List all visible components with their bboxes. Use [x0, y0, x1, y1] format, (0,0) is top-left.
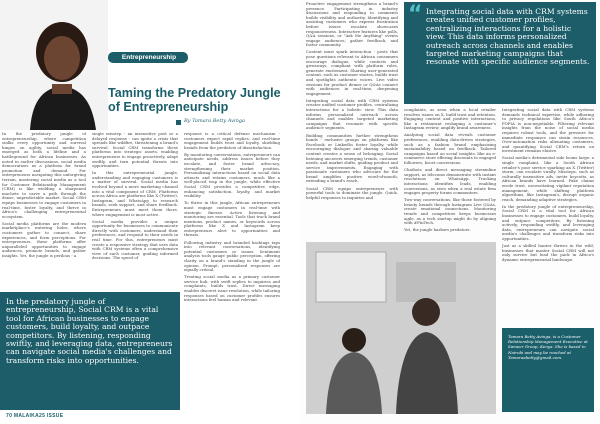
paragraph: Analyzing social data reveals customer preferences, enabling data-driven strategies, such as a fashion brand emphasizing sustainability based on feedback. Tailored campaigns based on social insights, like an e-commerce store offering discounts to engaged followers, boost conversions. [404, 132, 496, 166]
paragraph: In the predatory jungle of entrepreneurship, Social CRM is a vital tool for African businesses to engage customers, build loyalty, and outpace competitors. By listening actively, responding swiftly, and leveraging data, entrepreneurs can navigate social media's challenges and transform risks into opportunities. [502, 203, 594, 242]
paragraph: complaints, as seen when a local retailer resolves issues on X, build trust and retention. Engaging content and positive interactions, like a restaurant reshaping a customer's Instagram review, amplify brand awareness. [404, 108, 496, 131]
left-column-3 [184, 132, 280, 404]
right-page [300, 0, 600, 424]
paragraph: Integrating social data with CRM systems demands technical expertise, while adhering to privacy regulations like South Africa's POPIA is non-negotiable. Filtering relevant insights from the noise of social media requires robust tools, and the pressure for immediate responses can strain resources. Over-automation risks alienating customers, and quantifying Social CRM's return on investment remains elusive. [502, 108, 594, 154]
left-column-2 [92, 132, 178, 288]
pullquote-text: Integrating social data with CRM systems creates unified customer profiles, centralizing interactions for a holistic view. This data informs personalized outreach across channels and enables targeted marketing campaigns that resonate with specific audience segments. [426, 8, 590, 67]
paragraph: By monitoring conversations, entrepreneurs can anticipate needs, address issues before they escalate, and foster brand advocacy, strengthening their market position. Personalizing interactions based on social data attracts and retains customers, much like a well-placed trap in the jungle, while effective Social CRM provides a competitive edge, enhancing satisfaction, loyalty, and market visibility. [184, 151, 280, 199]
quote-mark-icon: “ [408, 2, 423, 27]
right-column-3 [502, 108, 594, 324]
paragraph: In this entrepreneurial jungle, understanding and engaging customers is a matter of survival. Social media has evolved beyond a mere marketing channel into a vital component of CRM. Platforms across Africa are platforms like X (Twitter), Instagram, and WhatsApp to research brands, seek support, and share feedback. Entrepreneurs must meet them there, where engagement is most active. [92, 170, 178, 217]
paragraph: Just as a skilled hunter thrives in the wild, businesses that master Social CRM will not only survive but lead the pack in Africa's dynamic entrepreneurial landscape. [502, 243, 594, 262]
paragraph: Following industry and branded hashtags taps into relevant conversations, identifying potential customers or issues. Sentiment analysis tools gauge public perception, offering clarity on a brand's standing in the jungle of opinion. Prompt, personalized responses are equally critical. [184, 239, 280, 273]
presentation-photo [306, 242, 496, 414]
author-bio-box [502, 328, 594, 412]
author-portrait [0, 0, 108, 130]
page-title: Taming the Predatory Jungle of Entrepreneurship [108, 86, 281, 114]
left-column-1 [2, 132, 86, 288]
paragraph: Treating social media as a primary customer service hub, with swift replies to inquiries and complaints, builds trust. Direct messaging enables discreet issue resolution, while tailoring responses based on customer profiles ensures interactions feel human and relevant. [184, 274, 280, 303]
pullquote-text: In the predatory jungle of entrepreneurship, Social CRM is a vital tool for African businesses to engage customers, build loyalty, and outpace competitors. By listening, responding swiftly, and leveraging data, entrepreneurs can navigate social media's challenges and transform risks into opportunities. [6, 298, 173, 365]
paragraph: single misstep - an insensitive post or a delayed response - can ignite a crisis that spreads like wildfire, threatening a brand's survival. Social CRM transforms these platforms into strategic assets, enabling entrepreneurs to engage proactively, adapt swiftly, and turn potential threats into opportunities. [92, 132, 178, 169]
paragraph: Social CRM equips entrepreneurs with powerful tools to dominate the jungle. Quick, helpful responses to inquiries and [306, 185, 398, 200]
paragraph: Chatbots and direct messaging streamline support, as telecoms demonstrate with instant resolutions on WhatsApp. Tracking interactions identifies leads, enabling conversions, as seen when a real estate firm engages property forum commenters. [404, 167, 496, 196]
left-pullquote [0, 292, 180, 410]
paragraph: Two-way conversations, like those fostered by beauty brands through Instagram Live Q&As, create emotional connections. Monitoring trends and competitors keeps businesses agile, as a tech startup might do by aligning with #FinTech. [404, 197, 496, 226]
right-pullquote [404, 2, 596, 104]
paragraph: Content must spark interaction - posts that pose questions relevant to African consumers encourage dialogue, while contests and giveaways, compliant with platform rules, generate excitement. Sharing user-generated content, such as customer stories, builds trust and spotlights authentic voices. Live video sessions for product demos or Q&As connect with audiences in real-time, deepening engagement. [306, 49, 398, 96]
paragraph: To thrive in this jungle, African entrepreneurs must engage customers in real-time with strategic finesse. Active listening and monitoring are essential. Tools that track brand mentions, product names, or keywords across platforms like X and Instagram keep entrepreneurs alert to opportunities and threats. [184, 200, 280, 238]
right-column-2 [404, 108, 496, 236]
page-footer: 70 MALAIKA25 ISSUE [6, 413, 64, 419]
right-column-1 [306, 2, 398, 238]
paragraph: Social media provides a unique opportunity for businesses to communicate directly with customers, understand their preferences, and respond to their needs in real time. For this, entrepreneurs must create a responsive strategy that uses data with CRM systems often a comprehensive view of each customer, guiding informed decisions. The speed of [92, 218, 178, 261]
byline-icon [176, 120, 181, 125]
byline: By Tamara Betty Avinga [184, 118, 245, 124]
portrait-illustration [0, 0, 108, 130]
paragraph: In the predatory jungle of entrepreneurship, where competition stalks every opportunity and survival hinges on agility, social media has emerged as both a lifeline and a battleground for African businesses. As noted in earlier discussions, social media democratizes as a platform for brand promotion and demand. For entrepreneurs navigating this unforgiving terrain, mastering social media as a tool for Customer Relationship Management (CRM) is like wielding a sharpened machete to carve a path through the dense, unpredictable market. Social CRM equips businesses to engage customers in real-time, foster loyalty, and thrive in Africa's challenging entrepreneurial ecosystem. [2, 132, 86, 219]
paragraph: Social media platforms are the modern marketplace's watering holes, where customers gather to connect, share experiences, and form perceptions. For entrepreneurs, these platforms offer unparalleled opportunities to engage audiences, promote brands, and gather insights. Yet, the jungle is perilous - a [2, 220, 86, 258]
paragraph: Social media's detrimental side looms large: a single complaint, like a South African retailer's poor service sparking an X (Twitter) storm, can escalate virally. Missteps, such as culturally insensitive ads, invite boycotts, as African brands have learned. Fake claims erode trust, necessitating vigilant reputation management, while shifting platform algorithms, like Instagram's, disrupt organic reach, demanding adaptive strategies. [502, 155, 594, 202]
author-bio: Tamara Betty Avinga, is a Customer Relationship Management Executive at Sameer Group, Kenya. She is based in Nairobi and may be reached at Tamaraabetty@gmail.com. [508, 334, 588, 360]
paragraph: Building communities further strengthens bonds - exclusive groups on platforms like Facebook or LinkedIn foster loyalty, while encouraging dialogue and sharing valuable content creates a sense of belonging. Social listening uncovers emerging trends, customer needs, and market shifts, guiding product and service improvements. Engaging with passionate customers who advocate for the brand amplifies positive word-of-mouth, extending a brand's reach. [306, 132, 398, 184]
paragraph: Integrating social data with CRM systems creates unified customer profiles, centralizing interactions for a holistic view. This data informs personalized outreach across channels and enables targeted marketing campaigns that resonate with specific audience segments. [306, 97, 398, 131]
paragraph: response is a critical defense mechanism - customers expect rapid replies, and real-time engagement builds trust and loyalty, shielding brands from the predators of dissatisfaction. [184, 132, 280, 150]
presentation-illustration [306, 242, 496, 414]
category-tag-label: Entrepreneurship [121, 54, 177, 61]
paragraph: Yet, the jungle harbors predators. [404, 227, 471, 233]
paragraph: Proactive engagement strengthens a brand's presence. Participating in industry discussions and responding to comments builds visibility and authority. Identifying and assisting customers who express frustration before issues escalate showcases responsiveness. Interactive features like polls, Q&A sessions, or "Ask Me Anything" events engage audiences, gather feedback, and foster community. [306, 2, 398, 48]
